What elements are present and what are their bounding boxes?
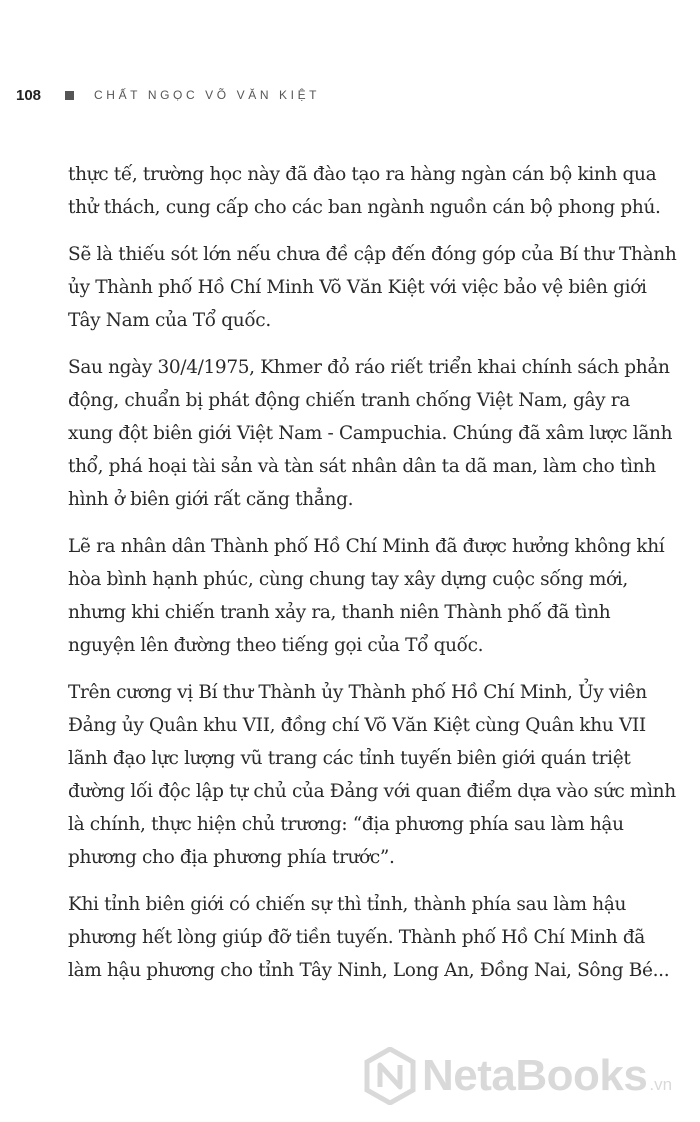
watermark-tld: .vn [649,1075,673,1094]
paragraph: Lẽ ra nhân dân Thành phố Hồ Chí Minh đã được hưởng không khí hòa bình hạnh phúc, cùng chung tay xây dựng cuộc sống mới, nhưng khi chiến tranh xảy ra, thanh niên Thành phố đã tình nguyện lên đường theo tiếng gọi của Tổ quốc. [68,536,665,656]
paragraph: Sau ngày 30/4/1975, Khmer đỏ ráo riết triển khai chính sách phản động, chuẩn bị phát động chiến tranh chống Việt Nam, gây ra xung đột biên giới Việt Nam - Campuchia. Chúng đã xâm lược lãnh thổ, phá hoại tài sản và tàn sát nhân dân ta dã man, làm cho tình hình ở biên giới rất căng thẳng. [68,357,673,510]
paragraph: thực tế, trường học này đã đào tạo ra hàng ngàn cán bộ kinh qua thử thách, cung cấp cho các ban ngành nguồn cán bộ phong phú. [68,164,661,218]
page-header [16,84,320,106]
paragraph: Trên cương vị Bí thư Thành ủy Thành phố Hồ Chí Minh, Ủy viên Đảng ủy Quân khu VII, đồng chí Võ Văn Kiệt cùng Quân khu VII lãnh đạo lực lượng vũ trang các tỉnh tuyến biên giới quán triệt đường lối độc lập tự chủ của Đảng với quan điểm dựa vào sức mình là chính, thực hiện chủ trương: “địa phương phía sau làm hậu phương cho địa phương phía trước”. [68,682,676,868]
netabooks-logo-icon [364,1047,416,1105]
running-title: CHẤT NGỌC VÕ VĂN KIỆT [94,88,321,102]
body-text [68,158,680,1001]
watermark [364,1047,672,1105]
paragraph: Sẽ là thiếu sót lớn nếu chưa đề cập đến đóng góp của Bí thư Thành ủy Thành phố Hồ Chí Minh Võ Văn Kiệt với việc bảo vệ biên giới Tây Nam của Tổ quốc. [68,244,677,331]
paragraph: Khi tỉnh biên giới có chiến sự thì tỉnh, thành phía sau làm hậu phương hết lòng giúp đỡ tiền tuyến. Thành phố Hồ Chí Minh đã làm hậu phương cho tỉnh Tây Ninh, Long An, Đồng Nai, Sông Bé... [68,894,670,981]
watermark-brand: NetaBooks [422,1051,648,1100]
page-number: 108 [16,86,42,104]
square-bullet-icon [65,91,74,100]
